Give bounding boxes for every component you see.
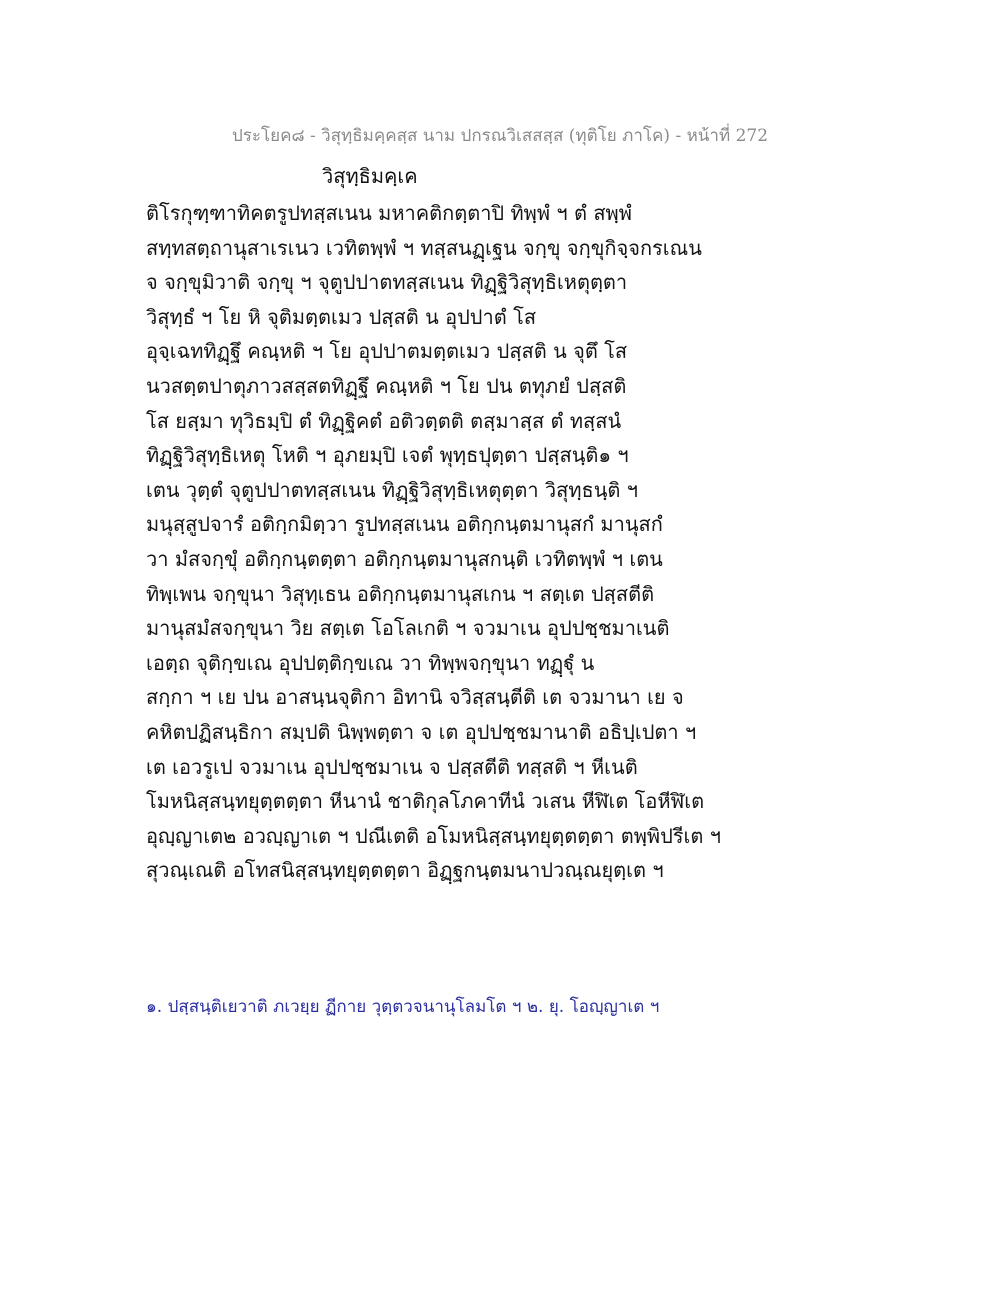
text-line: โส ยสฺมา ทุวิธมฺปิ ตํ ทิฏฺฐิคตํ อติวตฺตติ ตสฺมาสฺส ตํ ทสฺสนํ xyxy=(146,408,622,433)
text-line: คหิตปฏิสนฺธิกา สมฺปติ นิพฺพตฺตา จ เต อุปปชฺชมานาติ อธิปฺเปตา ฯ xyxy=(146,719,697,744)
text-line: นวสตฺตปาตุภาวสสฺสตทิฏฺฐึ คณฺหติ ฯ โย ปน ตทุภยํ ปสฺสติ xyxy=(146,373,627,398)
text-line: จ จกฺขุมิวาติ จกฺขุ ฯ จุตูปปาตทสฺสเนน ทิฏฺฐิวิสุทฺธิเหตุตฺตา xyxy=(146,270,628,295)
text-line: อุญฺญาเต๒ อวญฺญาเต ฯ ปณีเตติ อโมหนิสฺสนฺทยุตฺตตฺตา ตพฺพิปรีเต ฯ xyxy=(146,823,721,848)
chapter-title: วิสุทฺธิมคฺเค xyxy=(322,164,418,188)
body-text xyxy=(146,196,846,888)
text-line: เตน วุตฺตํ จุตูปปาตทสฺสเนน ทิฏฺฐิวิสุทฺธิเหตุตฺตา วิสุทฺธนฺติ ฯ xyxy=(146,477,638,502)
running-header: ประโยค๘ - วิสุทฺธิมคฺคสฺส นาม ปกรณวิเสสสฺส (ทุติโย ภาโค) - หน้าที่ 272 xyxy=(231,126,769,146)
text-line: สทฺทสตฺถานุสาเรเนว เวทิตพฺพํ ฯ ทสฺสนฏฺเฐน จกฺขุ จกฺขุกิจฺจกรเณน xyxy=(146,235,702,260)
text-line: สกฺกา ฯ เย ปน อาสนฺนจุติกา อิทานิ จวิสฺสนฺตีติ เต จวมานา เย จ xyxy=(146,685,684,710)
text-line: วิสุทฺธํ ฯ โย หิ จุติมตฺตเมว ปสฺสติ น อุปปาตํ โส xyxy=(146,304,537,329)
text-line: ทิฏฺฐิวิสุทฺธิเหตุ โหติ ฯ อุภยมฺปิ เจตํ พุทฺธปุตฺตา ปสฺสนฺติ๑ ฯ xyxy=(146,443,629,468)
text-line: อุจฺเฉททิฏฺฐึ คณฺหติ ฯ โย อุปปาตมตฺตเมว ปสฺสติ น จุตึ โส xyxy=(146,339,628,364)
text-line: ติโรกุฑฺฑาทิคตรูปทสฺสเนน มหาคติกตฺตาปิ ทิพฺพํ ฯ ตํ สพฺพํ xyxy=(146,201,632,225)
text-line: โมหนิสฺสนฺทยุตฺตตฺตา หีนานํ ชาติกุลโภคาทีนํ วเสน หีฬิเต โอหีฬิเต xyxy=(146,789,705,814)
text-line: ทิพฺเพน จกฺขุนา วิสุทฺเธน อติกฺกนฺตมานุสเกน ฯ สตฺเต ปสฺสตีติ xyxy=(146,581,655,606)
text-line: วา มํสจกฺขุํ อติกฺกนฺตตฺตา อติกฺกนฺตมานุสกนฺติ เวทิตพฺพํ ฯ เตน xyxy=(146,546,663,571)
text-line: เต เอวรูเป จวมาเน อุปปชฺชมาเน จ ปสฺสตีติ ทสฺสติ ฯ หีเนติ xyxy=(146,754,638,779)
text-line: มนุสฺสูปจารํ อติกฺกมิตฺวา รูปทสฺสเนน อติกฺกนฺตมานุสกํ มานุสกํ xyxy=(146,512,663,537)
text-line: มานุสมํสจกฺขุนา วิย สตฺเต โอโลเกติ ฯ จวมาเน อุปปชฺชมาเนติ xyxy=(146,616,670,641)
footnote: ๑. ปสฺสนฺติเยวาติ ภเวยฺย ฏีกาย วุตฺตวจนานุโลมโต ฯ ๒. ยุ. โอญฺญาเต ฯ xyxy=(146,997,660,1017)
text-line: เอตฺถ จุติกฺขเณ อุปปตฺติกฺขเณ วา ทิพฺพจกฺขุนา ทฏฺฐุํ น xyxy=(146,650,595,675)
text-line: สุวณฺเณติ อโทสนิสฺสนฺทยุตฺตตฺตา อิฏฺฐกนฺตมนาปวณฺณยุตฺเต ฯ xyxy=(146,858,664,883)
